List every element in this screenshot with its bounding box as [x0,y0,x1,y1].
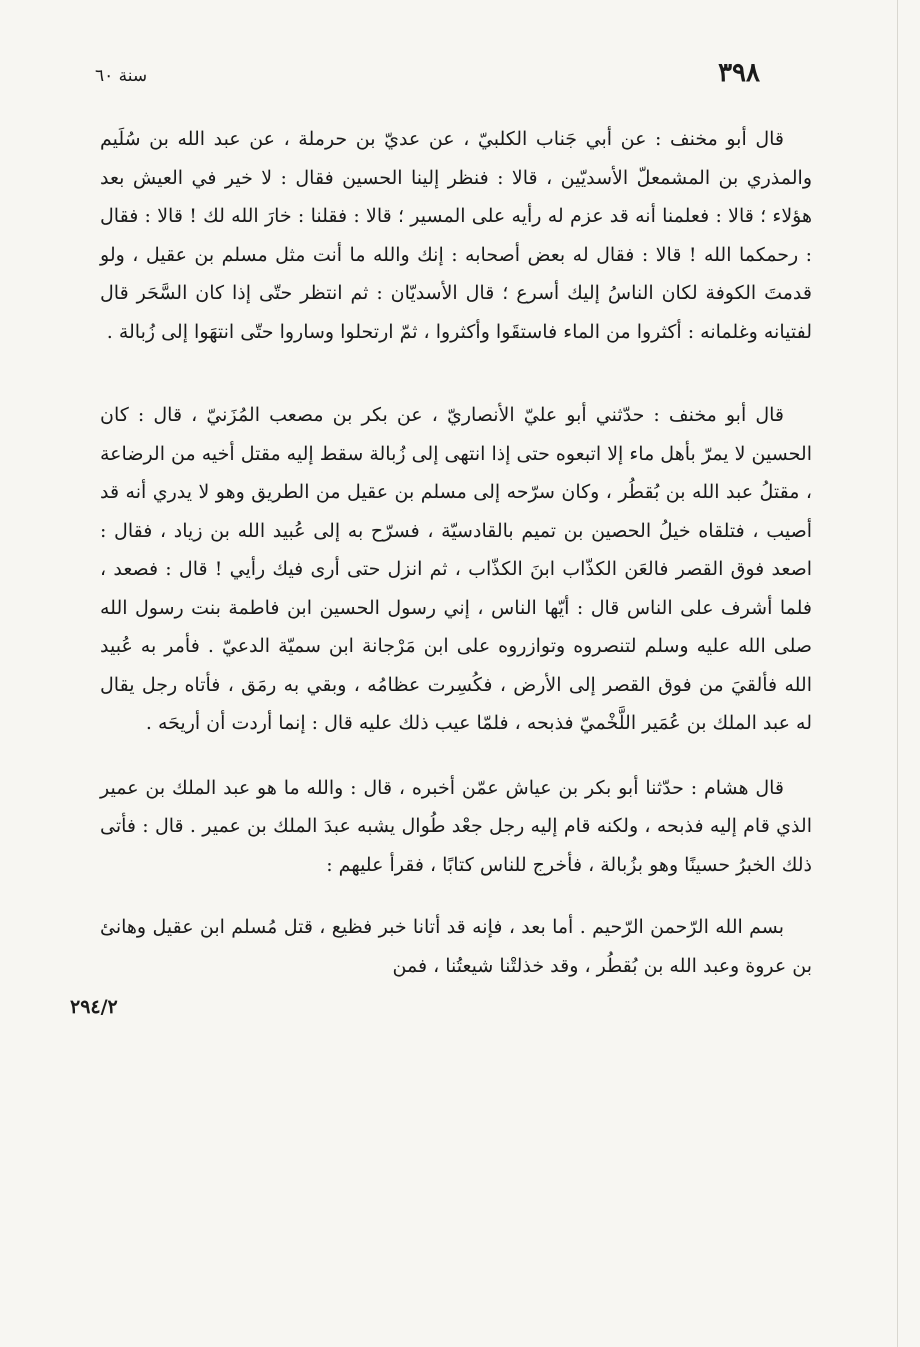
paragraph-3: قال هشام : حدّثنا أبو بكر بن عياش عمّن أخبره ، قال : والله ما هو عبد الملك بن عمير الذي قام إليه فذبحه ، ولكنه قام إليه رجل جعْد طُوال يشبه عبدَ الملك بن عمير . قال : فأتى ذلك الخبرُ حسينًا وهو بزُبالة ، فأخرج للناس كتابًا ، فقرأ عليهم : [100,776,812,876]
main-text [100,120,812,985]
page-number: ٣٩٨ [718,58,760,88]
page-edge-line [897,0,898,1347]
paragraph-2: قال أبو مخنف : حدّثني أبو عليّ الأنصاريّ ، عن بكر بن مصعب المُزَنيّ ، قال : كان الحسين لا يمرّ بأهل ماء إلا اتبعوه حتى إذا انتهى إلى زُبالة سقط إليه مقتل أخيه من الرضاعة ، مقتلُ عبد الله بن بُقطُر ، وكان سرّحه إلى مسلم بن عقيل من الطريق وهو لا يدري أنه قد أصيب ، فتلقاه خيلُ الحصين بن تميم بالقادسيّة ، فسرّح به إلى عُبيد الله بن زياد ، فقال : اصعد فوق القصر فالعَن الكذّاب ابنَ الكذّاب ، ثم انزل حتى أرى فيك رأيي ! قال : فصعد ، فلما أشرف على الناس قال : أيّها الناس ، إني رسول الحسين ابن فاطمة بنت رسول الله صلى الله عليه وسلم لتنصروه وتوازروه على ابن مَرْجانة ابن سميّة الدعيّ . فأمر به عُبيد الله فألقيَ من فوق القصر إلى الأرض ، فكُسِرت عظامُه ، وبقي به رمَق ، فأتاه رجل يقال له عبد الملك بن عُمَير اللَّخْميّ فذبحه ، فلمّا عيب ذلك عليه قال : إنما أردت أن أريحَه . [100,404,812,734]
paragraph-1: قال أبو مخنف : عن أبي جَناب الكلبيّ ، عن عديّ بن حرملة ، عن عبد الله بن سُلَيم والمذري بن المشمعلّ الأسديّين ، قالا : فنظر إلينا الحسين فقال : لا خير في العيش بعد هؤلاء ؛ قالا : فعلمنا أنه قد عزم له رأيه على المسير ؛ قالا : فقلنا : خارَ الله لك ! قالا : فقال : رحمكما الله ! قالا : فقال له بعض أصحابه : إنك والله ما أنت مثل مسلم بن عقيل ، ولو قدمتَ الكوفة لكان الناسُ إليك أسرع ؛ قال الأسديّان : ثم انتظر حتّى إذا كان السَّحَر قال لفتيانه وغلمانه : أكثروا من الماء فاستقَوا وأكثروا ، ثمّ ارتحلوا وساروا حتّى انتهَوا إلى زُبالة . [100,128,812,343]
paragraph-4: بسم الله الرّحمن الرّحيم . أما بعد ، فإنه قد أتانا خبر فظيع ، قتل مُسلم ابن عقيل وهانئ بن عروة وعبد الله بن بُقطُر ، وقد خذلتْنا شيعتُنا ، فمن [100,916,812,977]
running-header-year: سنة ٦٠ [95,66,148,86]
margin-reference: ٢٩٤/٢ [70,996,118,1018]
